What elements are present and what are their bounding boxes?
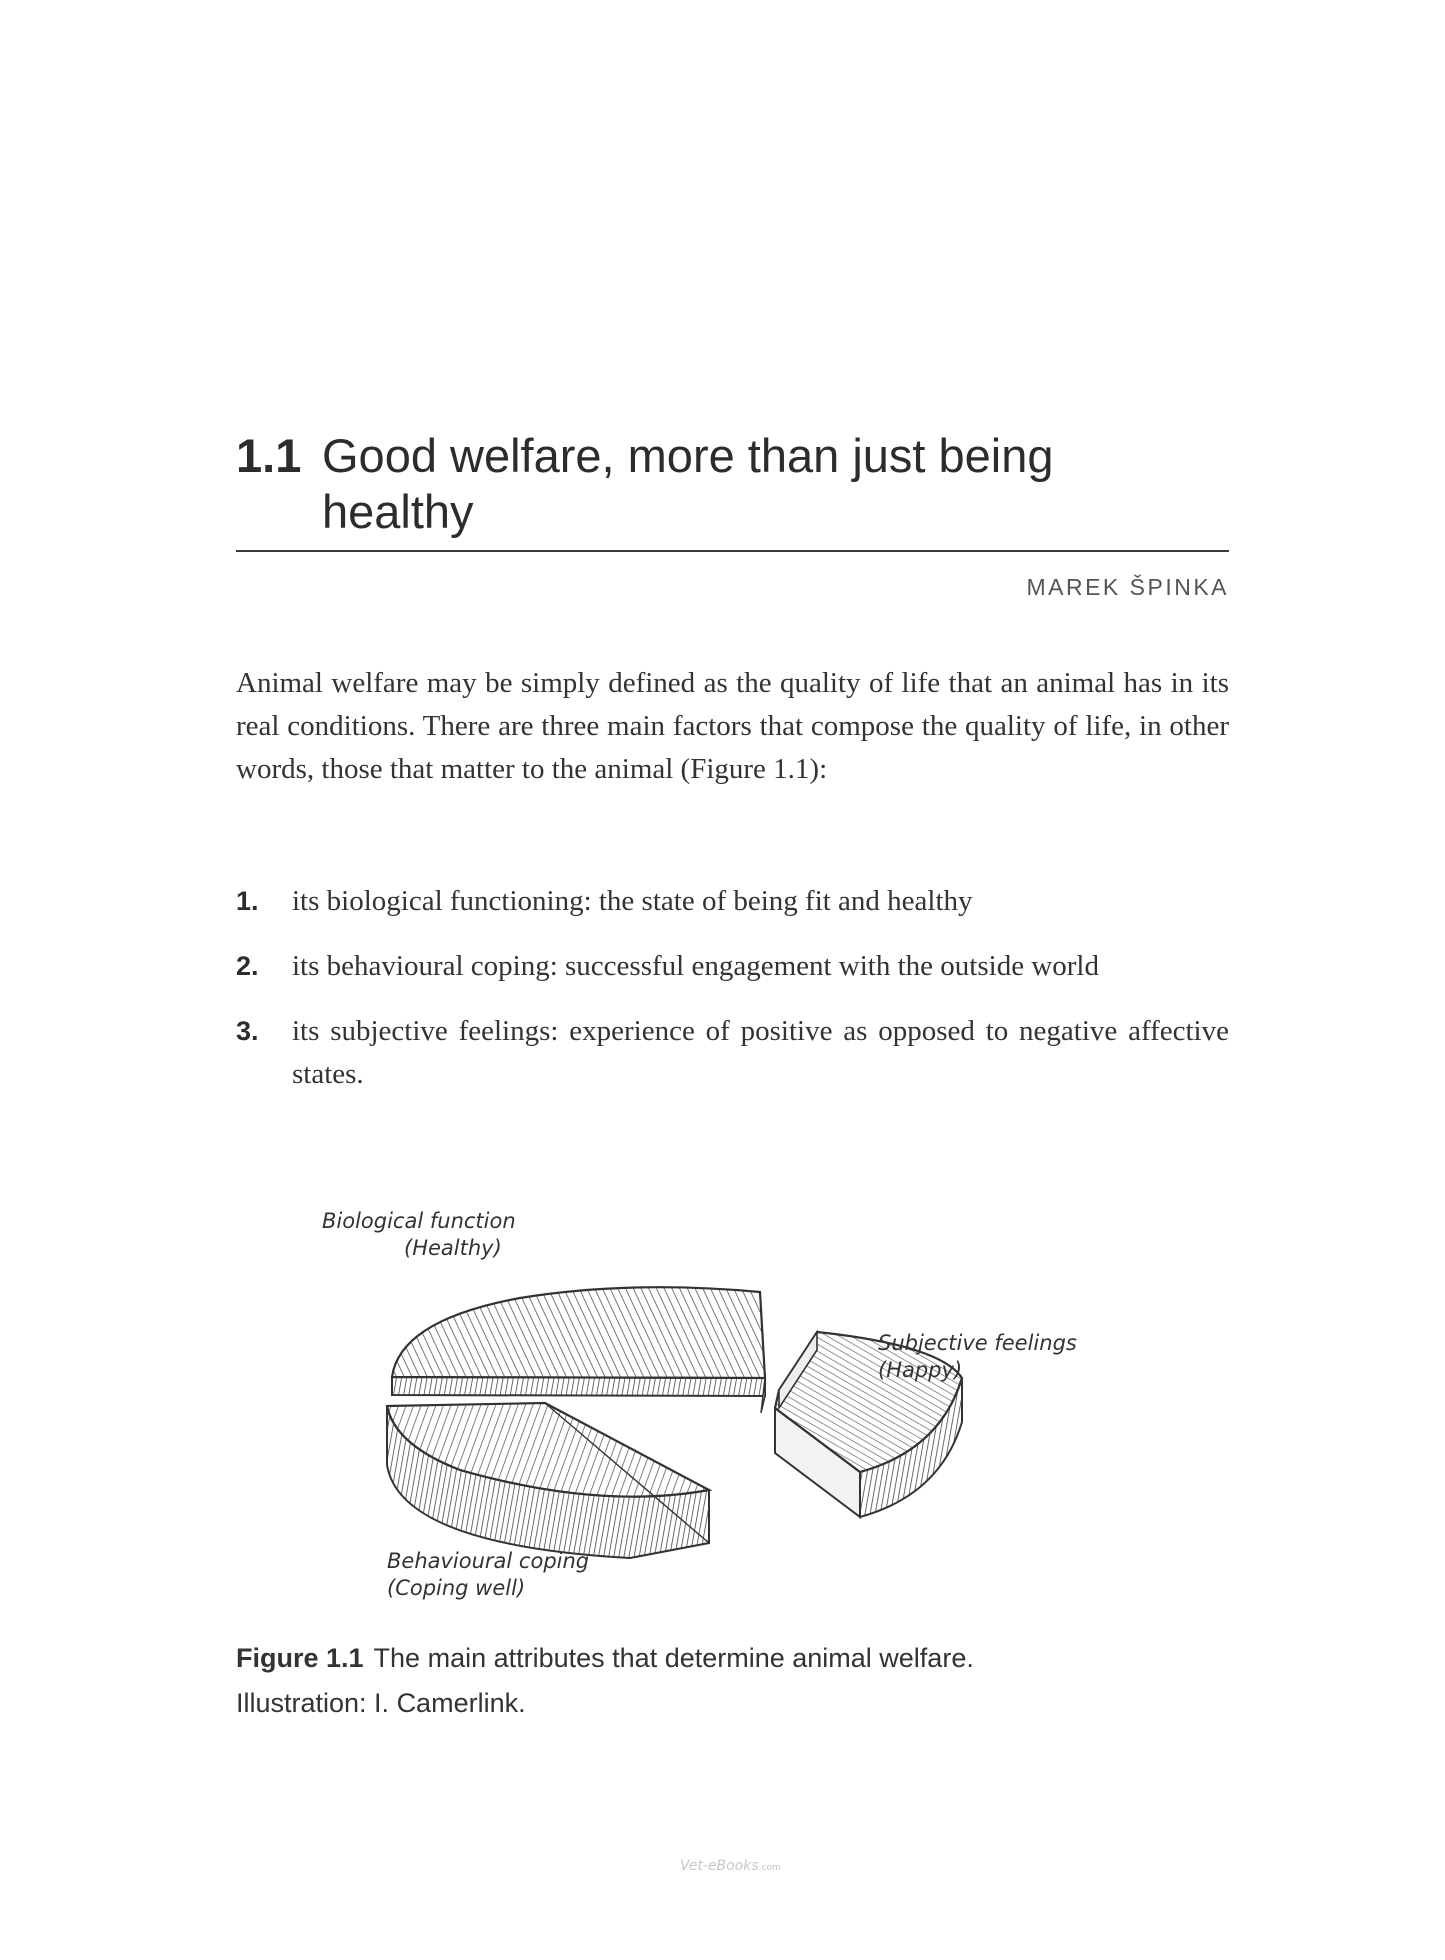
list-text: its subjective feelings: experience of positive as opposed to negative affective states.: [292, 1015, 1229, 1090]
list-item: [236, 880, 1229, 923]
label-behavioural-line1: Behavioural coping: [387, 1549, 590, 1573]
intro-paragraph: Animal welfare may be simply defined as the quality of life that an animal has in its real conditions. There are three main factors that compose the quality of life, in other words, those that matter to the animal (Figure 1.1):: [236, 667, 1229, 785]
label-subjective: [878, 1330, 1077, 1384]
section-title: Good welfare, more than just being healthy: [322, 429, 1054, 538]
label-subjective-line1: Subjective feelings: [878, 1331, 1077, 1355]
caption-text: The main attributes that determine animal welfare.: [373, 1643, 974, 1673]
slice-biological: [392, 1287, 765, 1413]
list-text: its biological functioning: the state of being fit and healthy: [292, 885, 973, 917]
watermark-name: Vet-eBooks: [680, 1858, 759, 1874]
author: MAREK ŠPINKA: [1026, 574, 1229, 600]
label-biological-line2: (Healthy): [404, 1236, 502, 1260]
caption-credit: Illustration: I. Camerlink.: [236, 1688, 526, 1718]
factor-list: [236, 880, 1229, 1118]
label-behavioural: [387, 1548, 589, 1602]
label-biological-line1: Biological function: [322, 1209, 516, 1233]
list-number: 2.: [236, 951, 259, 981]
list-number: 3.: [236, 1016, 259, 1046]
figure-caption: [236, 1636, 1229, 1726]
label-subjective-line2: (Happy): [878, 1358, 963, 1382]
watermark: [680, 1858, 781, 1874]
watermark-suffix: .com: [758, 1863, 781, 1873]
list-item: [236, 945, 1229, 988]
label-biological: [322, 1208, 516, 1262]
figure-illustration: [322, 1209, 1100, 1610]
list-item: [236, 1010, 1229, 1096]
slice-behavioural: [387, 1403, 709, 1558]
section-number: 1.1: [236, 429, 302, 482]
list-text: its behavioural coping: successful engagement with the outside world: [292, 950, 1099, 982]
caption-label: Figure 1.1: [236, 1643, 364, 1673]
heading-rule: [236, 550, 1229, 552]
label-behavioural-line2: (Coping well): [387, 1576, 526, 1600]
list-number: 1.: [236, 886, 259, 916]
